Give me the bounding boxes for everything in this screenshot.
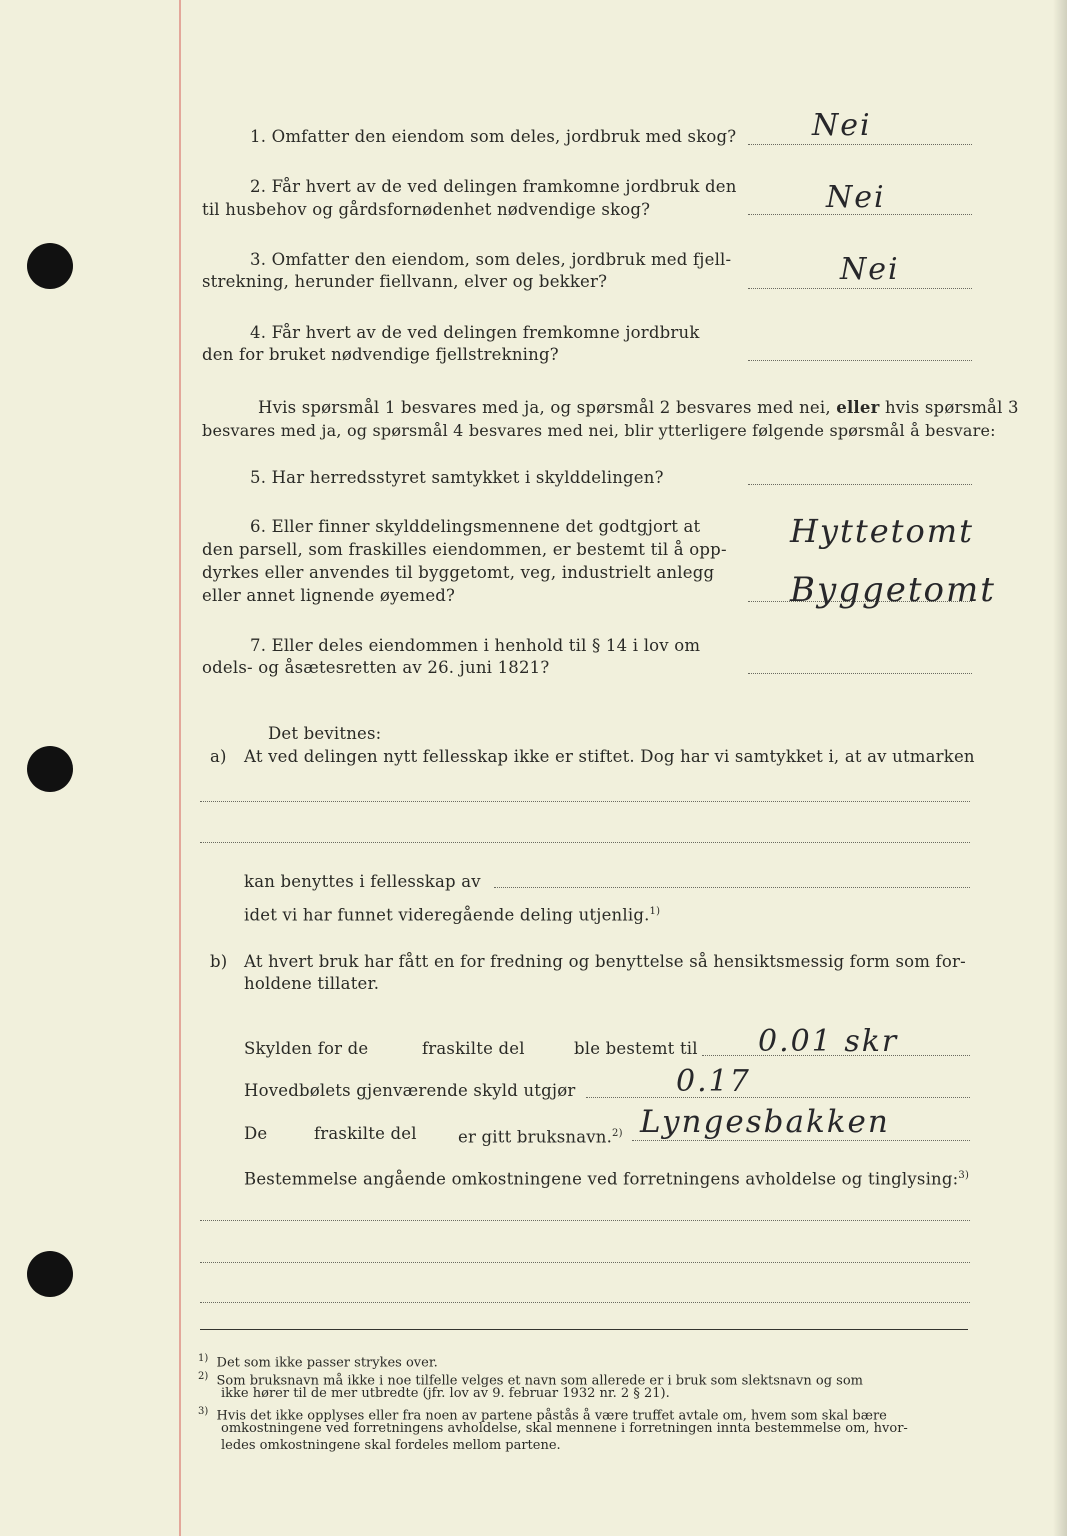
footnote-separator (200, 1329, 968, 1330)
footnote-3-text-1: Hvis det ikke opplyses eller fra noen av partene påstås å være truffet avtale om, hvem som skal bære (216, 1408, 887, 1424)
hoved-value-handwritten: 0.17 (676, 1064, 751, 1099)
answer-line-1 (748, 144, 972, 145)
condition-text-c: hvis spørsmål 3 (884, 398, 1019, 417)
navn-label-1: De (244, 1124, 268, 1143)
navn-label-3-text: er gitt bruksnavn. (458, 1127, 613, 1147)
attest-a-common: kan benyttes i fellesskap av (244, 872, 481, 891)
navn-fill-line (632, 1140, 970, 1141)
question-3-line-2: strekning, herunder fiellvann, elver og bekker? (202, 272, 608, 291)
attest-a-common-fill-line (494, 887, 970, 888)
attest-b-label: b) (210, 952, 228, 971)
attest-b-line-2: holdene tillater. (244, 974, 380, 993)
answer-line-4 (748, 360, 972, 361)
omk-fill-line-1 (200, 1220, 970, 1221)
footnote-3-line-2: omkostningene ved forretningens avholdelse, skal mennene i forretningen innta bestemmelse om, hvor- (221, 1421, 908, 1436)
question-6-line-1: 6. Eller finner skylddelingsmennene det godtgjort at (250, 517, 701, 536)
navn-value-handwritten: Lyngesbakken (640, 1104, 890, 1140)
navn-label-2: fraskilte del (314, 1124, 417, 1143)
question-6-line-4: eller annet lignende øyemed? (202, 586, 456, 605)
attest-a-fill-line-1 (200, 801, 970, 802)
answer-6-handwritten-line-2: Byggetomt (790, 570, 996, 610)
answer-1-handwritten: Nei (812, 108, 872, 143)
condition-line-1 (258, 398, 1019, 418)
answer-line-5 (748, 484, 972, 485)
footnote-2-line-2: ikke hører til de mer utbredte (jfr. lov av 9. februar 1932 nr. 2 § 21). (221, 1386, 670, 1401)
navn-label-3 (458, 1124, 623, 1148)
attest-b-line-1: At hvert bruk har fått en for fredning og benyttelse så hensiktsmessig form som for- (244, 952, 966, 971)
question-3-line-1: 3. Omfatter den eiendom, som deles, jordbruk med fjell- (250, 250, 732, 269)
attest-a-label: a) (210, 747, 227, 766)
attest-a-reason (244, 902, 660, 926)
question-5: 5. Har herredsstyret samtykket i skylddelingen? (250, 468, 664, 487)
question-6-line-3: dyrkes eller anvendes til byggetomt, veg, industrielt anlegg (202, 563, 715, 582)
footnote-1-ref: 1) (198, 1353, 209, 1364)
footnote-2-ref: 2) (198, 1371, 209, 1382)
attest-a-fill-line-2 (200, 842, 970, 843)
footnote-3-ref: 3) (198, 1406, 209, 1417)
answer-line-7 (748, 673, 972, 674)
question-2-line-1: 2. Får hvert av de ved delingen framkomne jordbruk den (250, 177, 737, 196)
attest-heading: Det bevitnes: (268, 724, 382, 743)
margin-line (179, 0, 181, 1536)
footnote-3-line-3: ledes omkostningene skal fordeles mellom partene. (221, 1438, 561, 1453)
question-2-line-2: til husbehov og gårdsfornødenhet nødvendige skog? (202, 200, 651, 219)
skyld-value-handwritten: 0.01 skr (758, 1024, 899, 1059)
question-1: 1. Omfatter den eiendom som deles, jordbruk med skog? (250, 127, 737, 146)
omk-fill-line-3 (200, 1302, 970, 1303)
footnote-2-text-1: Som bruksnavn må ikke i noe tilfelle velges et navn som allerede er i bruk som slektsnavn og som (216, 1373, 863, 1389)
question-6-line-2: den parsell, som fraskilles eiendommen, er bestemt til å opp- (202, 540, 727, 559)
hoved-label: Hovedbølets gjenværende skyld utgjør (244, 1081, 576, 1100)
question-4-line-1: 4. Får hvert av de ved delingen fremkomne jordbruk (250, 323, 700, 342)
condition-text-a: Hvis spørsmål 1 besvares med ja, og spørsmål 2 besvares med nei, (258, 398, 831, 417)
skyld-label-2: fraskilte del (422, 1039, 525, 1058)
answer-2-handwritten: Nei (826, 180, 886, 215)
answer-3-handwritten: Nei (840, 252, 900, 287)
omk-label (244, 1166, 969, 1190)
answer-6-handwritten-line-1: Hyttetomt (790, 512, 974, 550)
attest-a-reason-text: idet vi har funnet videregående deling utjenlig. (244, 905, 650, 925)
punch-hole (27, 243, 73, 289)
hoved-fill-line (586, 1097, 970, 1098)
punch-hole (27, 746, 73, 792)
question-4-line-2: den for bruket nødvendige fjellstrekning? (202, 345, 559, 364)
condition-line-2: besvares med ja, og spørsmål 4 besvares med nei, blir ytterligere følgende spørsmål å besvare: (202, 421, 996, 440)
punch-hole (27, 1251, 73, 1297)
footnote-ref-2: 2) (612, 1128, 623, 1139)
question-7-line-1: 7. Eller deles eiendommen i henhold til § 14 i lov om (250, 636, 701, 655)
footnote-ref-1: 1) (649, 906, 661, 917)
skyld-label-3: ble bestemt til (574, 1039, 698, 1058)
omk-label-text: Bestemmelse angående omkostningene ved forretningens avholdelse og tinglysing: (244, 1169, 959, 1189)
skyld-label-1: Skylden for de (244, 1039, 369, 1058)
answer-line-3 (748, 288, 972, 289)
condition-text-or: eller (836, 398, 880, 417)
omk-fill-line-2 (200, 1262, 970, 1263)
footnote-1-text: Det som ikke passer strykes over. (216, 1355, 438, 1371)
question-7-line-2: odels- og åsætesretten av 26. juni 1821? (202, 658, 550, 677)
footnote-ref-3: 3) (958, 1170, 970, 1181)
page-edge-shadow (1053, 0, 1067, 1536)
attest-a-text: At ved delingen nytt fellesskap ikke er stiftet. Dog har vi samtykket i, at av utmarken (244, 747, 975, 766)
